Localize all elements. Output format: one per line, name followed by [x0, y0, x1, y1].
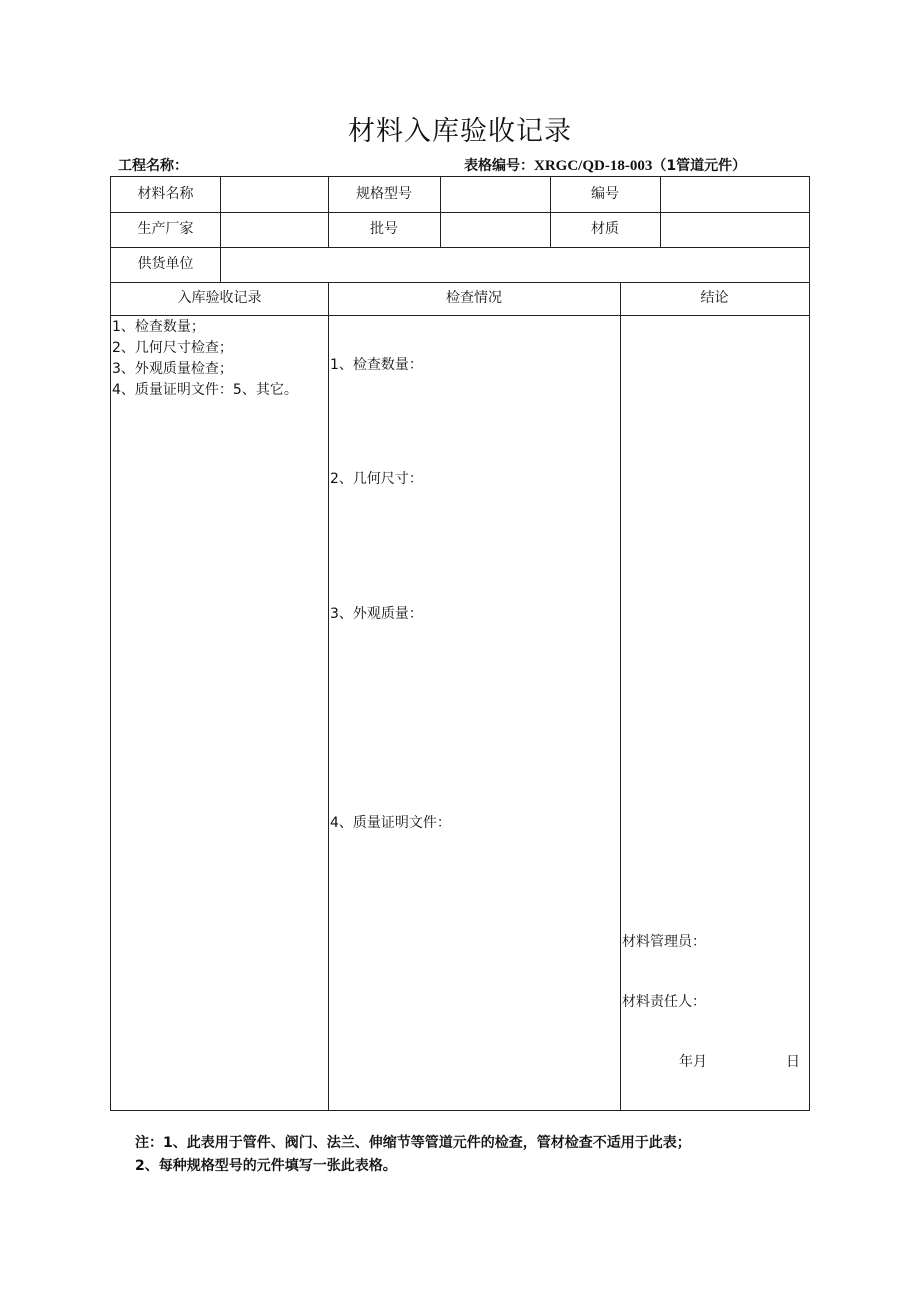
col-divider	[660, 177, 661, 247]
col-divider	[328, 282, 329, 1110]
row-divider	[111, 247, 809, 248]
inspection-item-certificate: 4、质量证明文件：	[330, 815, 451, 831]
conclusion-header: 结论	[700, 290, 729, 306]
receipt-item: 3、外观质量检查；	[112, 361, 233, 377]
form-number	[464, 155, 746, 175]
supplier-label: 供货单位	[137, 256, 194, 272]
code-label: 编号	[591, 186, 619, 202]
note-line: 注：1、此表用于管件、阀门、法兰、伸缩节等管道元件的检查，管材检查不适用于此表；	[135, 1135, 691, 1151]
project-name-label: 工程名称：	[118, 158, 188, 174]
notes	[135, 1132, 691, 1178]
row-divider	[111, 282, 809, 283]
manufacturer-label: 生产厂家	[137, 221, 194, 237]
batch-number-label: 批号	[370, 221, 398, 237]
inspection-form-table	[110, 176, 810, 1111]
form-number-label: 表格编号：	[464, 158, 534, 174]
inspection-item-appearance: 3、外观质量：	[330, 606, 423, 622]
receipt-item: 2、几何尺寸检查；	[112, 340, 233, 356]
material-responsible-label: 材料责任人：	[622, 994, 706, 1010]
row-divider	[111, 212, 809, 213]
receipt-item: 4、质量证明文件：5、其它。	[112, 382, 298, 398]
receipt-item: 1、检查数量；	[112, 319, 205, 335]
material-manager-label: 材料管理员：	[622, 934, 706, 950]
inspection-header: 检查情况	[446, 290, 502, 306]
note-line: 2、每种规格型号的元件填写一张此表格。	[135, 1158, 397, 1174]
inspection-item-quantity: 1、检查数量：	[330, 357, 423, 373]
form-number-suffix: （1管道元件）	[652, 158, 747, 174]
row-divider	[111, 315, 809, 316]
col-divider	[440, 177, 441, 247]
spec-model-label: 规格型号	[356, 186, 412, 202]
col-divider	[620, 282, 621, 1110]
material-grade-label: 材质	[591, 221, 619, 237]
col-divider	[220, 177, 221, 282]
page-title: 材料入库验收记录	[348, 116, 572, 147]
inspection-item-dimensions: 2、几何尺寸：	[330, 471, 423, 487]
material-name-label: 材料名称	[137, 186, 194, 202]
form-number-value: XRGC/QD-18-003	[534, 158, 653, 174]
receipt-record-header: 入库验收记录	[177, 290, 262, 306]
date-day-label: 日	[786, 1054, 800, 1070]
date-year-month-label: 年月	[679, 1054, 707, 1070]
